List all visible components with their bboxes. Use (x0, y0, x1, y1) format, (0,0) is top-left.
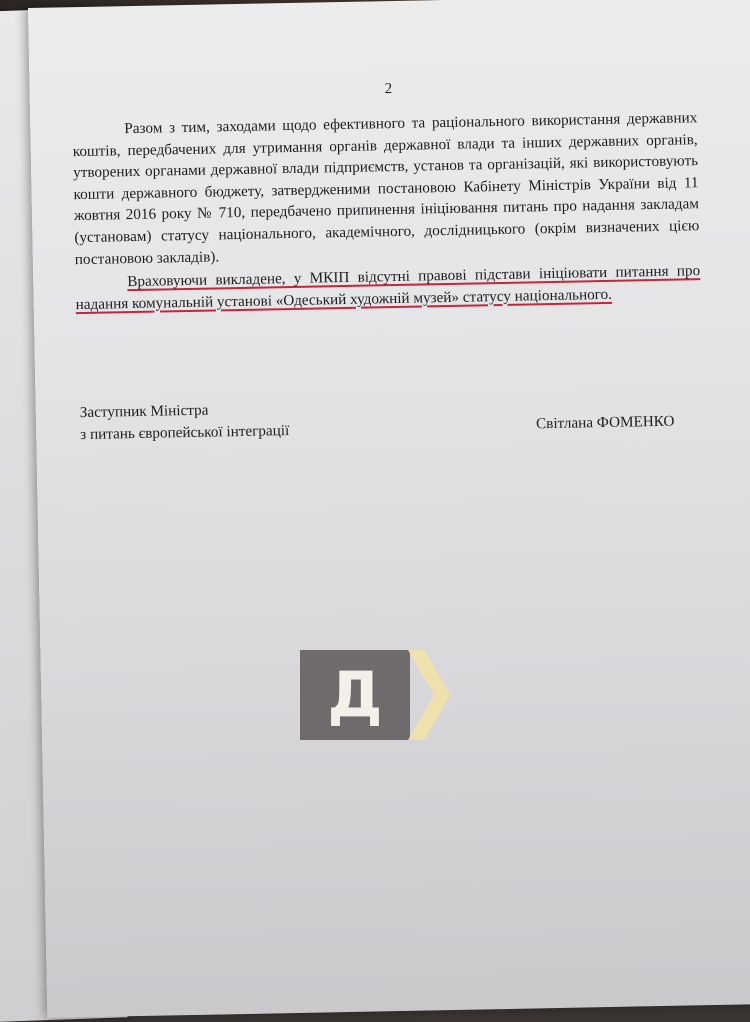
page-number: 2 (384, 81, 393, 98)
signatory-position (80, 398, 290, 445)
position-line-2: з питань європейської інтеграції (80, 421, 290, 443)
document-page (28, 0, 750, 1018)
letter-body (72, 107, 701, 315)
watermark-logo (300, 650, 450, 740)
underlined-conclusion: Враховуючи викладене, у МКІП відсутні правові підстави ініціювати питання про надання комунальній установі «Одеський художній музей» статусу національного. (75, 262, 701, 313)
signatory-name: Світлана ФОМЕНКО (535, 412, 675, 433)
watermark-letter: Д (327, 658, 383, 731)
position-line-1: Заступник Міністра (79, 401, 209, 422)
chevron-right-icon (408, 650, 450, 740)
paragraph-1: Разом з тим, заходами щодо ефективного та раціонального використання державних коштів, передбачених для утримання органів державної влади та інших державних органів, утворених органами державної влади підприємств, установ та організацій, які використовують кошти державного бюджету, затвердженими постановою Кабінету Міністрів України від 11 жовтня 2016 року № 710, передбачено припинення ініціювання питань про надання закладам (установам) статусу національного, академічного, дослідницького (окрім визначених цією постановою закладів). (72, 109, 700, 268)
paragraph-2 (75, 260, 701, 315)
